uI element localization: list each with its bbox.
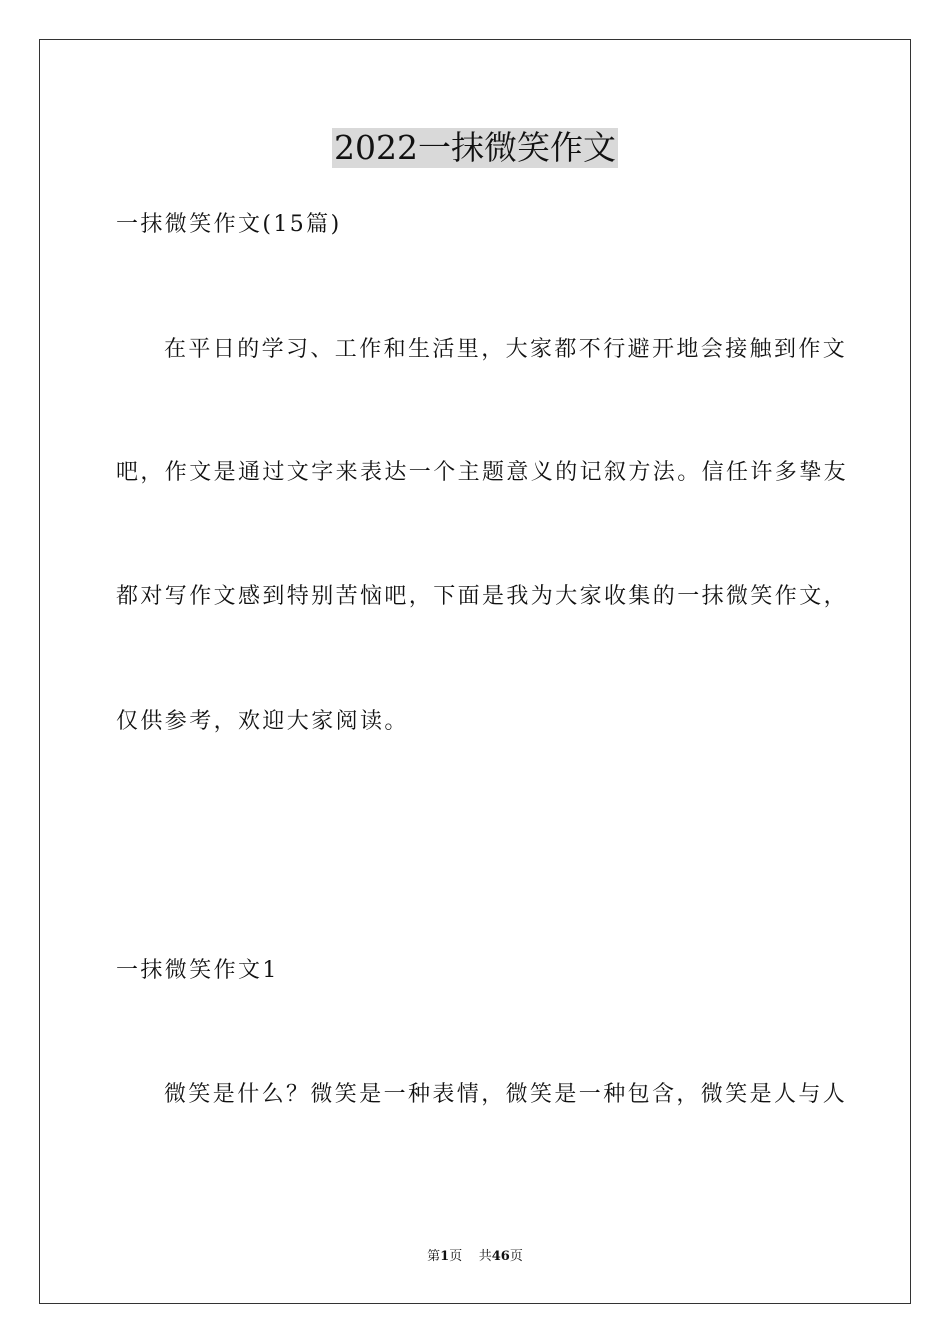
total-suffix: 页 [509,1249,523,1264]
paragraph-line: 在平日的学习、工作和生活里，大家都不行避开地会接触到作文 [164,337,848,362]
page-prefix: 第 [427,1249,441,1264]
page-suffix: 页 [449,1249,463,1264]
title-container [0,128,950,168]
page-number: 1 [440,1249,450,1264]
paragraph-line: 仅供参考，欢迎大家阅读。 [116,709,409,734]
page-footer [0,1248,950,1266]
paragraph-line: 吧，作文是通过文字来表达一个主题意义的记叙方法。信任许多挚友 [116,460,849,485]
paragraph-line: 都对写作文感到特别苦恼吧，下面是我为大家收集的一抹微笑作文， [116,584,849,609]
paragraph-line: 微笑是什么？微笑是一种表情，微笑是一种包含，微笑是人与人 [164,1082,848,1107]
total-pages: 46 [491,1249,510,1264]
document-title: 2022一抹微笑作文 [334,128,616,167]
total-prefix: 共 [478,1249,492,1264]
section-heading: 一抹微笑作文1 [116,958,279,983]
document-subtitle: 一抹微笑作文(15篇) [116,212,342,237]
